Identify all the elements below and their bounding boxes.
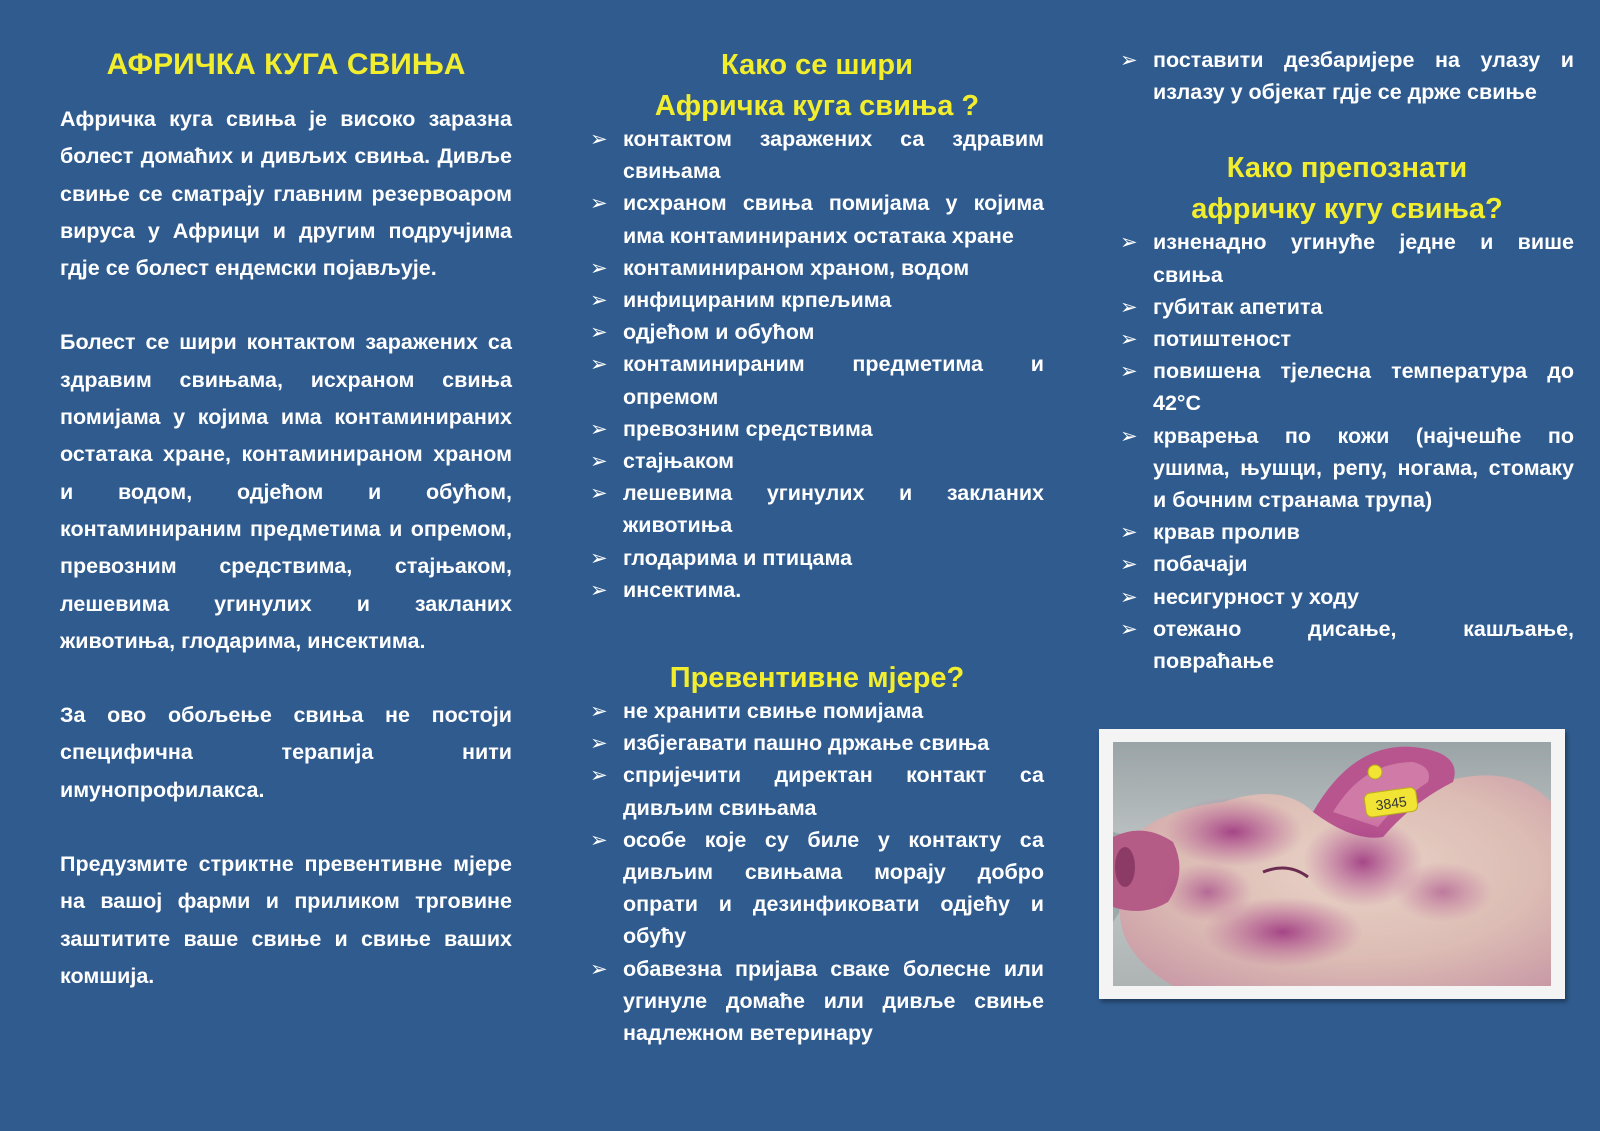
list-item: ➢ не хранити свиње помијама bbox=[590, 695, 1044, 727]
arrow-icon: ➢ bbox=[1120, 359, 1138, 384]
arrow-icon: ➢ bbox=[590, 545, 608, 570]
arrow-icon: ➢ bbox=[590, 320, 608, 345]
arrow-icon: ➢ bbox=[590, 763, 608, 788]
list-item: ➢ побачаји bbox=[1120, 548, 1574, 580]
intro-paragraph: Афричка куга свиња је високо заразна болест домаћих и дивљих свиња. Дивље свиње се сматрају главним резервоаром вируса у Африци и другим подручјима гдје се болест ендемски појављује. bbox=[60, 107, 512, 281]
list-item: ➢ поставити дезбаријере на улазу и излазу у објекат гдје се држе свиње bbox=[1120, 44, 1574, 108]
spread-column bbox=[590, 0, 1044, 1049]
arrow-icon: ➢ bbox=[590, 191, 608, 216]
arrow-icon: ➢ bbox=[590, 481, 608, 506]
ear-tag-number: 3845 bbox=[1374, 793, 1408, 814]
arrow-icon: ➢ bbox=[590, 127, 608, 151]
prevention-title: Превентивне мјере? bbox=[669, 662, 965, 695]
list-item: ➢ одјећом и обућом bbox=[590, 316, 1044, 348]
recognize-title-line2: афричку кугу свиња? bbox=[1191, 193, 1503, 226]
list-item: ➢ изненадно угинуће једне и више свиња bbox=[1120, 226, 1574, 290]
recognize-title-line1: Како препознати bbox=[1226, 152, 1468, 185]
pig-photo bbox=[1099, 729, 1565, 999]
top-list bbox=[1120, 44, 1574, 108]
list-item: ➢ крварења по кожи (најчешће по ушима, њушци, репу, ногама, стомаку и бочним странама трупа) bbox=[1120, 420, 1574, 517]
therapy-paragraph: За ово обољење свиња не постоји специфична терапија нити имунопрофилакса. bbox=[60, 703, 512, 802]
list-item: ➢ несигурност у ходу bbox=[1120, 581, 1574, 613]
arrow-icon: ➢ bbox=[1120, 294, 1138, 319]
arrow-icon: ➢ bbox=[590, 956, 608, 981]
prevention-paragraph: Предузмите стриктне превентивне мјере на вашој фарми и приликом трговине заштитите ваше свиње и свиње ваших комшија. bbox=[60, 852, 512, 988]
list-item: ➢ крвав пролив bbox=[1120, 516, 1574, 548]
arrow-icon: ➢ bbox=[1120, 423, 1138, 448]
spread-list bbox=[590, 123, 1044, 606]
list-item: ➢ инсектима. bbox=[590, 574, 1044, 606]
arrow-icon: ➢ bbox=[590, 255, 608, 280]
arrow-icon: ➢ bbox=[1120, 48, 1138, 72]
list-item: ➢ особе које су биле у контакту са дивљим свињама морају добро опрати и дезинфиковати одјећу и обућу bbox=[590, 824, 1044, 953]
list-item: ➢ избјегавати пашно држање свиња bbox=[590, 727, 1044, 759]
list-item: ➢ стајњаком bbox=[590, 445, 1044, 477]
list-item: ➢ губитак апетита bbox=[1120, 291, 1574, 323]
spread-title-line2: Афричка куга свиња ? bbox=[654, 90, 980, 122]
symptoms-list bbox=[1120, 226, 1574, 677]
arrow-icon: ➢ bbox=[590, 731, 608, 756]
arrow-icon: ➢ bbox=[590, 699, 608, 724]
arrow-icon: ➢ bbox=[1120, 230, 1138, 255]
arrow-icon: ➢ bbox=[1120, 616, 1138, 641]
spread-title-line1: Како се шири bbox=[721, 49, 913, 81]
arrow-icon: ➢ bbox=[590, 827, 608, 852]
pig-photo-image bbox=[1113, 742, 1551, 986]
symptoms-column bbox=[1120, 0, 1574, 677]
arrow-icon: ➢ bbox=[590, 352, 608, 377]
arrow-icon: ➢ bbox=[590, 288, 608, 313]
arrow-icon: ➢ bbox=[1120, 327, 1138, 352]
list-item: ➢ повишена тјелесна температура до 42°С bbox=[1120, 355, 1574, 419]
page-title: АФРИЧКА КУГА СВИЊА bbox=[106, 48, 466, 81]
arrow-icon: ➢ bbox=[590, 416, 608, 441]
list-item: ➢ превозним средствима bbox=[590, 413, 1044, 445]
list-item: ➢ контаминираним предметима и опремом bbox=[590, 348, 1044, 412]
intro-column bbox=[60, 0, 512, 995]
spread-paragraph: Болест се шири контактом заражених са здравим свињама, исхраном свиња помијама у којима има контаминираних остатака хране, контаминираном храном и водом, одјећом и обућом, контаминираним предметима и опремом, превозним средствима, стајњаком, лешевима угинулих и закланих животиња, глодарима, инсектима. bbox=[60, 330, 512, 653]
arrow-icon: ➢ bbox=[1120, 520, 1138, 545]
list-item: ➢ инфицираним крпељима bbox=[590, 284, 1044, 316]
prevention-list bbox=[590, 695, 1044, 1049]
list-item: ➢ отежано дисање, кашљање, повраћање bbox=[1120, 613, 1574, 677]
arrow-icon: ➢ bbox=[1120, 584, 1138, 609]
list-item: ➢ контаминираном храном, водом bbox=[590, 252, 1044, 284]
list-item: ➢ лешевима угинулих и закланих животиња bbox=[590, 477, 1044, 541]
list-item: ➢ обавезна пријава сваке болесне или угинуле домаће или дивље свиње надлежном ветеринару bbox=[590, 953, 1044, 1050]
arrow-icon: ➢ bbox=[590, 449, 608, 474]
list-item: ➢ контактом заражених са здравим свињама bbox=[590, 123, 1044, 187]
list-item: ➢ спријечити директан контакт са дивљим свињама bbox=[590, 759, 1044, 823]
list-item: ➢ глодарима и птицама bbox=[590, 542, 1044, 574]
arrow-icon: ➢ bbox=[590, 577, 608, 602]
arrow-icon: ➢ bbox=[1120, 552, 1138, 577]
list-item: ➢ потиштеност bbox=[1120, 323, 1574, 355]
list-item: ➢ исхраном свиња помијама у којима има контаминираних остатака хране bbox=[590, 187, 1044, 251]
